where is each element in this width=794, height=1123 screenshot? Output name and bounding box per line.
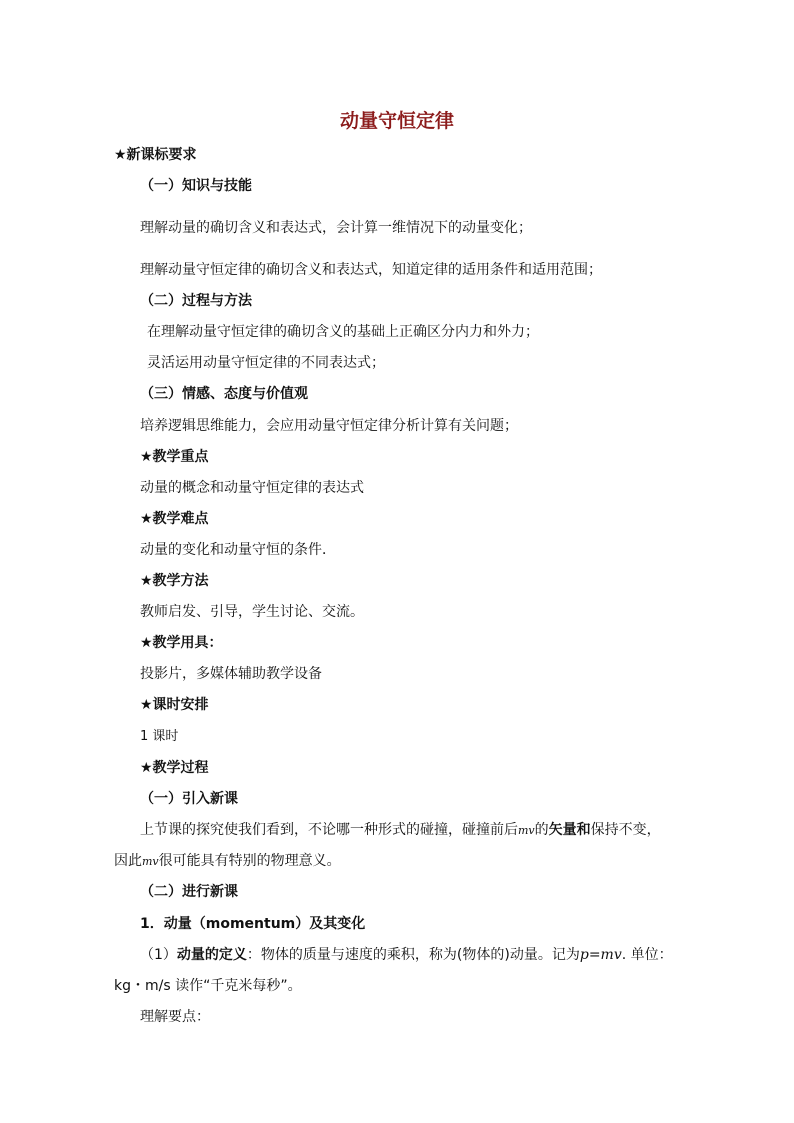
def-unit-label: . 单位：: [621, 947, 673, 963]
paragraph-schedule: 1 课时: [140, 729, 179, 744]
mv-symbol: mv: [518, 824, 535, 837]
intro-text-c: 保持不变，: [590, 822, 661, 838]
heading-emotion-values: （三）情感、态度与价值观: [140, 386, 308, 402]
intro-text-a: 上节课的探究使我们看到，不论哪一种形式的碰撞，碰撞前后: [140, 822, 518, 838]
intro2-text-b: 很可能具有特别的物理意义。: [158, 853, 341, 869]
section-tools: ★教学用具：: [140, 635, 223, 651]
paragraph-ks2: 理解动量守恒定律的确切含义和表达式，知道定律的适用条件和适用范围；: [140, 262, 602, 278]
heading-momentum: 1．动量（momentum）及其变化: [140, 916, 366, 932]
section-procedure: ★教学过程: [140, 760, 209, 776]
paragraph-p1: 在理解动量守恒定律的确切含义的基础上正确区分内力和外力；: [147, 324, 539, 340]
section-difficulty: ★教学难点: [140, 511, 209, 527]
heading-intro: （一）引入新课: [140, 791, 238, 807]
section-standards: ★新课标要求: [114, 147, 197, 163]
paragraph-difficulty: 动量的变化和动量守恒的条件．: [140, 542, 336, 558]
paragraph-definition: [140, 946, 673, 964]
page-title: 动量守恒定律: [339, 110, 454, 132]
section-focus: ★教学重点: [140, 449, 209, 465]
def-prefix: （1）: [140, 947, 177, 963]
intro-text-b: 的: [534, 822, 549, 838]
heading-new-lesson: （二）进行新课: [140, 884, 238, 900]
heading-process-method: （二）过程与方法: [140, 293, 252, 309]
paragraph-e1: 培养逻辑思维能力，会应用动量守恒定律分析计算有关问题；: [140, 418, 518, 434]
def-formula: p=mv: [579, 947, 622, 963]
intro2-text-a: 因此: [114, 853, 142, 869]
def-text: ：物体的质量与速度的乘积，称为(物体的)动量。记为: [246, 947, 580, 963]
paragraph-ks1: 理解动量的确切含义和表达式，会计算一维情况下的动量变化；: [140, 220, 532, 236]
paragraph-method: 教师启发、引导，学生讨论、交流。: [140, 604, 364, 620]
paragraph-intro-2: [114, 852, 341, 871]
paragraph-tools: 投影片，多媒体辅助教学设备: [140, 666, 322, 682]
def-term: 动量的定义: [176, 947, 247, 963]
paragraph-unit: kg・m/s 读作“千克米每秒”。: [114, 978, 302, 994]
section-method: ★教学方法: [140, 573, 209, 589]
mv-symbol-2: mv: [142, 855, 159, 868]
heading-knowledge-skills: （一）知识与技能: [140, 178, 252, 194]
paragraph-key-points: 理解要点：: [140, 1009, 210, 1025]
paragraph-intro-1: [140, 821, 661, 840]
paragraph-focus: 动量的概念和动量守恒定律的表达式: [140, 480, 364, 496]
paragraph-p2: 灵活运用动量守恒定律的不同表达式；: [147, 355, 385, 371]
intro-bold: 矢量和: [548, 822, 591, 838]
section-schedule: ★课时安排: [140, 697, 209, 713]
